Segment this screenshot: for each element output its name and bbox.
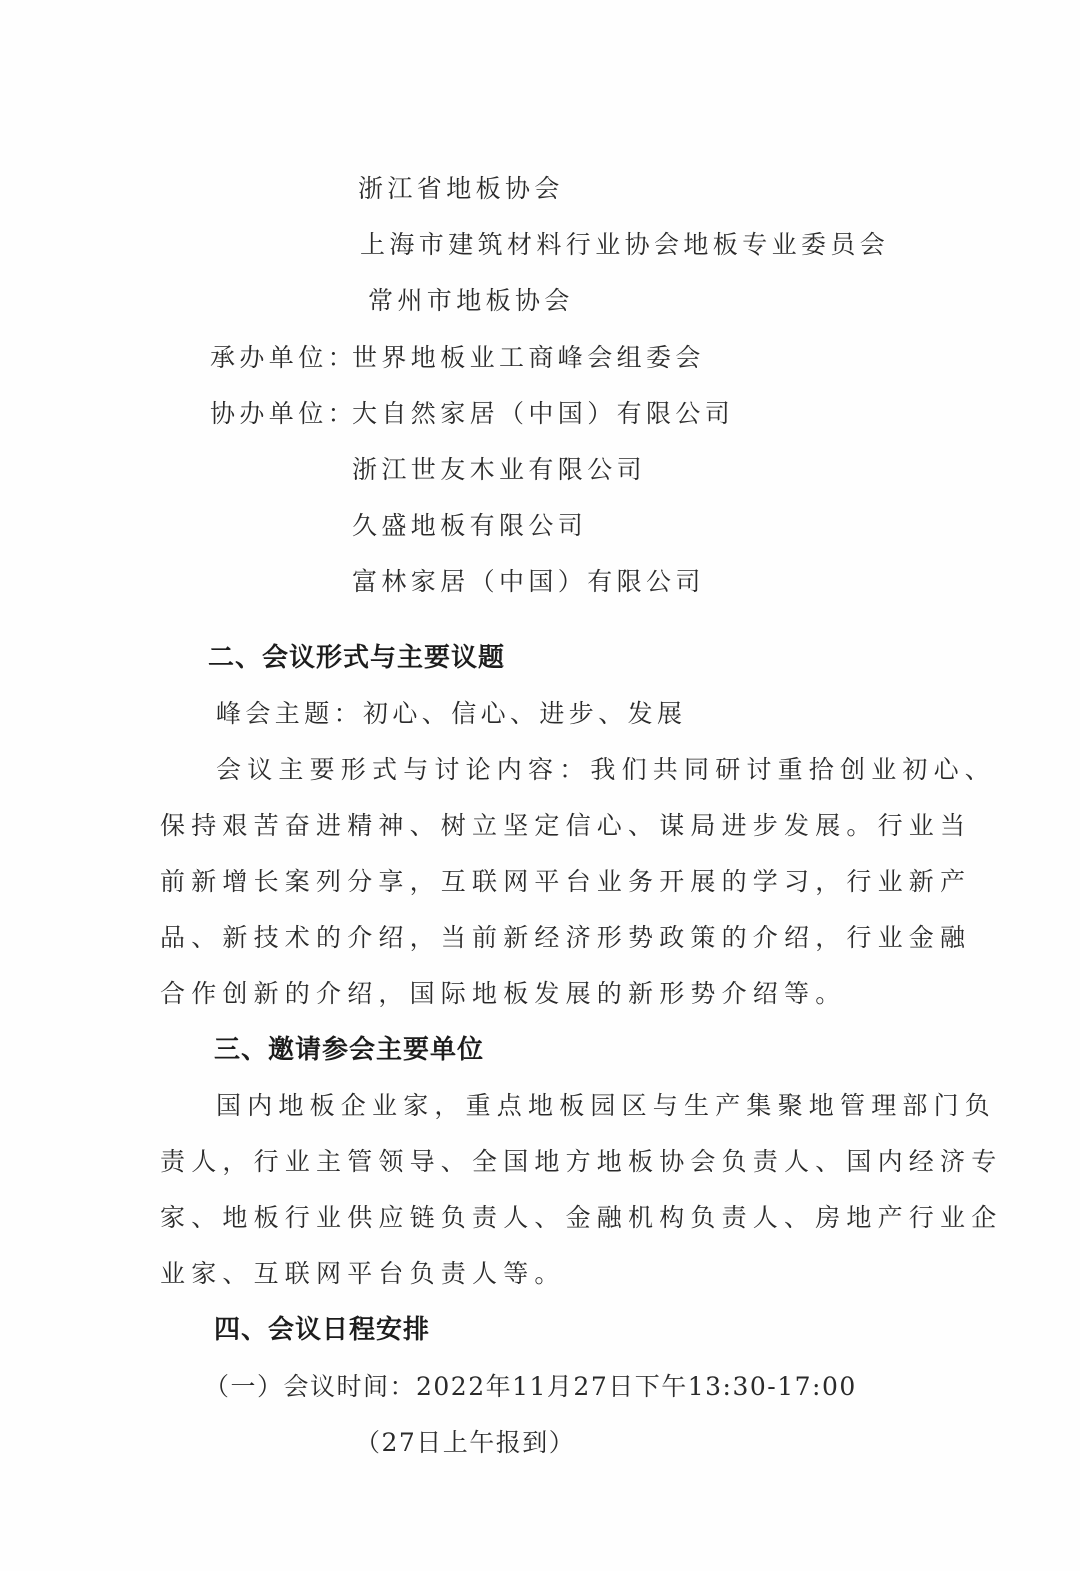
organizer-line: 上海市建筑材料行业协会地板专业委员会 [360, 230, 890, 259]
section-heading: 四、会议日程安排 [214, 1315, 431, 1345]
host-unit-label: 承办单位： [210, 343, 358, 372]
organizer-line: 常州市地板协会 [368, 286, 574, 315]
registration-note: （27日上午报到） [355, 1428, 576, 1457]
co-organizer-item: 久盛地板有限公司 [352, 511, 588, 540]
paragraph-line: 品、新技术的介绍，当前新经济形势政策的介绍，行业金融 [160, 923, 972, 952]
co-organizer-item: 大自然家居（中国）有限公司 [352, 399, 735, 428]
paragraph-line: 保持艰苦奋进精神、树立坚定信心、谋局进步发展。行业当 [160, 811, 972, 840]
host-unit-value: 世界地板业工商峰会组委会 [352, 343, 705, 372]
paragraph-line: 会议主要形式与讨论内容：我们共同研讨重拾创业初心、 [216, 755, 997, 784]
meeting-time: （一）会议时间：2022年11月27日下午13:30-17:00 [204, 1372, 857, 1401]
paragraph-line: 国内地板企业家，重点地板园区与生产集聚地管理部门负 [216, 1091, 997, 1120]
paragraph-line: 业家、互联网平台负责人等。 [160, 1259, 566, 1288]
co-organizer-label: 协办单位： [210, 399, 358, 428]
co-organizer-item: 富林家居（中国）有限公司 [352, 567, 705, 596]
paragraph-line: 合作创新的介绍，国际地板发展的新形势介绍等。 [160, 979, 847, 1008]
paragraph-line: 前新增长案列分享，互联网平台业务开展的学习，行业新产 [160, 867, 972, 896]
paragraph-line: 家、地板行业供应链负责人、金融机构负责人、房地产行业企 [160, 1203, 1003, 1232]
summit-theme: 峰会主题：初心、信心、进步、发展 [216, 699, 687, 728]
organizer-line: 浙江省地板协会 [358, 174, 564, 203]
section-heading: 二、会议形式与主要议题 [208, 643, 506, 673]
paragraph-line: 责人，行业主管领导、全国地方地板协会负责人、国内经济专 [160, 1147, 1003, 1176]
co-organizer-item: 浙江世友木业有限公司 [352, 455, 647, 484]
section-heading: 三、邀请参会主要单位 [214, 1035, 485, 1065]
